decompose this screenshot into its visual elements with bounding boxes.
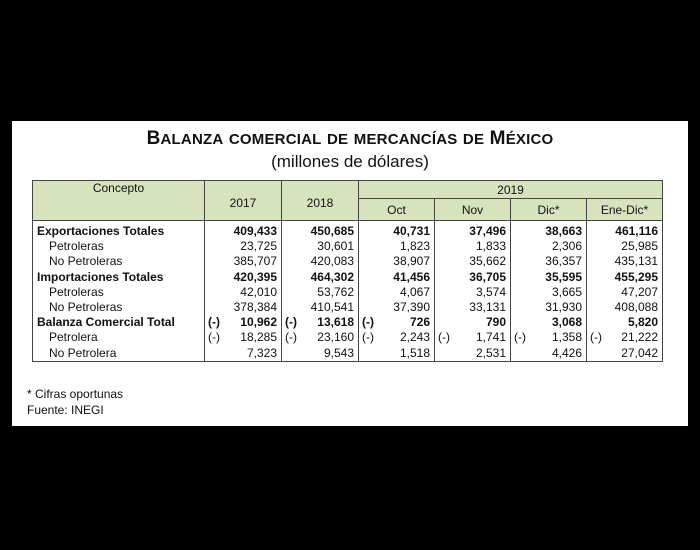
table-row (33, 285, 663, 300)
value-cell (511, 330, 587, 345)
table-row (33, 346, 663, 362)
value-cell: 23,725 (205, 239, 282, 254)
value-cell: 41,456 (359, 270, 435, 285)
negative-marker: (-) (514, 330, 526, 345)
row-label: No Petroleras (33, 300, 205, 315)
table-row (33, 239, 663, 254)
value-cell: 2,306 (511, 239, 587, 254)
value-cell (282, 330, 359, 345)
table-row (33, 254, 663, 269)
row-label: Exportaciones Totales (33, 221, 205, 240)
negative-marker: (-) (438, 330, 450, 345)
cell-value: 18,285 (240, 330, 277, 345)
value-cell: 1,823 (359, 239, 435, 254)
value-cell (587, 330, 663, 345)
cell-value: 10,962 (240, 315, 277, 330)
value-cell: 410,541 (282, 300, 359, 315)
value-cell: 4,067 (359, 285, 435, 300)
table-row (33, 315, 663, 330)
value-cell (359, 330, 435, 345)
value-cell (435, 330, 511, 345)
value-cell: 47,207 (587, 285, 663, 300)
value-cell: 1,833 (435, 239, 511, 254)
header-month: Nov (435, 199, 511, 221)
value-cell: 25,985 (587, 239, 663, 254)
row-label: Petrolera (33, 330, 205, 345)
table-row (33, 270, 663, 285)
cell-value: 1,741 (475, 330, 506, 345)
header-month: Oct (359, 199, 435, 221)
value-cell: 450,685 (282, 221, 359, 240)
value-cell: 35,595 (511, 270, 587, 285)
negative-marker: (-) (362, 315, 374, 330)
value-cell: 53,762 (282, 285, 359, 300)
footnotes (27, 386, 123, 418)
row-label: No Petrolera (33, 346, 205, 362)
value-cell: 790 (435, 315, 511, 330)
row-label: Importaciones Totales (33, 270, 205, 285)
value-cell: 435,131 (587, 254, 663, 269)
row-label: No Petroleras (33, 254, 205, 269)
value-cell: 1,518 (359, 346, 435, 362)
cell-value: 2,243 (399, 330, 430, 345)
footnote-preliminary: * Cifras oportunas (27, 387, 124, 401)
value-cell: 38,907 (359, 254, 435, 269)
value-cell: 378,384 (205, 300, 282, 315)
value-cell: 2,531 (435, 346, 511, 362)
page-subtitle: (millones de dólares) (271, 152, 429, 171)
cell-value: 13,618 (317, 315, 354, 330)
header-concept: Concepto (33, 181, 205, 221)
footnote-source: Fuente: INEGI (27, 403, 104, 417)
value-cell: 35,662 (435, 254, 511, 269)
value-cell: 30,601 (282, 239, 359, 254)
value-cell: 409,433 (205, 221, 282, 240)
value-cell (205, 315, 282, 330)
header-2018: 2018 (282, 181, 359, 221)
value-cell (205, 330, 282, 345)
cell-value: 726 (409, 315, 430, 330)
header-2017: 2017 (205, 181, 282, 221)
value-cell: 5,820 (587, 315, 663, 330)
negative-marker: (-) (285, 315, 297, 330)
value-cell: 9,543 (282, 346, 359, 362)
negative-marker: (-) (285, 330, 297, 345)
value-cell: 31,930 (511, 300, 587, 315)
cell-value: 23,160 (317, 330, 354, 345)
row-label: Balanza Comercial Total (33, 315, 205, 330)
table-body (33, 221, 663, 362)
trade-balance-table (32, 180, 663, 362)
value-cell: 40,731 (359, 221, 435, 240)
value-cell: 36,705 (435, 270, 511, 285)
table-panel (12, 121, 688, 426)
negative-marker: (-) (208, 315, 220, 330)
value-cell: 385,707 (205, 254, 282, 269)
cell-value: 1,358 (551, 330, 582, 345)
value-cell: 36,357 (511, 254, 587, 269)
table-row (33, 330, 663, 345)
table-row (33, 221, 663, 240)
header-month: Ene-Dic* (587, 199, 663, 221)
value-cell (359, 315, 435, 330)
negative-marker: (-) (362, 330, 374, 345)
value-cell: 461,116 (587, 221, 663, 240)
value-cell: 3,665 (511, 285, 587, 300)
value-cell: 33,131 (435, 300, 511, 315)
value-cell: 3,068 (511, 315, 587, 330)
value-cell: 42,010 (205, 285, 282, 300)
value-cell (282, 315, 359, 330)
value-cell: 38,663 (511, 221, 587, 240)
cell-value: 21,222 (621, 330, 658, 345)
page-title: BALANZA COMERCIAL DE MERCANCÍAS DE MÉXICO (146, 128, 554, 149)
value-cell: 4,426 (511, 346, 587, 362)
value-cell: 7,323 (205, 346, 282, 362)
row-label: Petroleras (33, 239, 205, 254)
value-cell: 420,083 (282, 254, 359, 269)
table-row (33, 300, 663, 315)
value-cell: 37,496 (435, 221, 511, 240)
header-2019: 2019 (359, 181, 663, 199)
value-cell: 3,574 (435, 285, 511, 300)
value-cell: 455,295 (587, 270, 663, 285)
value-cell: 464,302 (282, 270, 359, 285)
value-cell: 37,390 (359, 300, 435, 315)
value-cell: 420,395 (205, 270, 282, 285)
negative-marker: (-) (208, 330, 220, 345)
row-label: Petroleras (33, 285, 205, 300)
header-month: Dic* (511, 199, 587, 221)
value-cell: 408,088 (587, 300, 663, 315)
negative-marker: (-) (590, 330, 602, 345)
value-cell: 27,042 (587, 346, 663, 362)
